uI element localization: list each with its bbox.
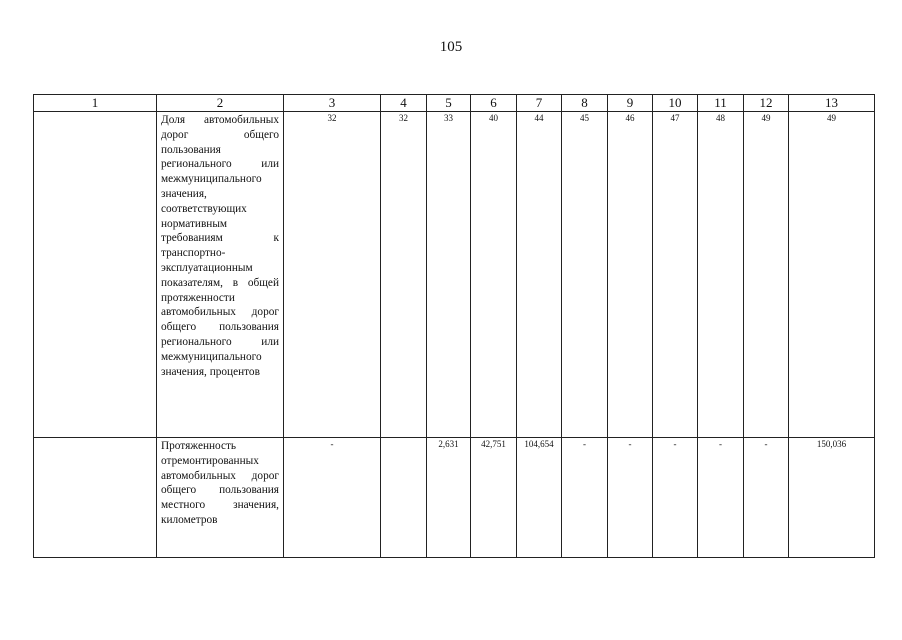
value-cell: 45 (562, 112, 608, 438)
value-cell: 42,751 (471, 438, 517, 558)
header-cell: 3 (284, 95, 381, 112)
value-cell: 48 (698, 112, 744, 438)
value-cell: 40 (471, 112, 517, 438)
value-cell: 47 (653, 112, 698, 438)
header-cell: 5 (427, 95, 471, 112)
value-cell: 49 (744, 112, 789, 438)
value-cell: 44 (517, 112, 562, 438)
header-cell: 9 (608, 95, 653, 112)
header-cell: 4 (381, 95, 427, 112)
value-cell: - (608, 438, 653, 558)
header-cell: 11 (698, 95, 744, 112)
header-row (34, 95, 875, 112)
indicator-description: Протяженность отремонтированных автомобильных дорог общего пользования местного значения, километров (157, 438, 284, 558)
value-cell: - (284, 438, 381, 558)
page-number: 105 (439, 39, 463, 55)
header-cell: 10 (653, 95, 698, 112)
header-cell: 8 (562, 95, 608, 112)
value-cell: - (744, 438, 789, 558)
value-cell: 150,036 (789, 438, 875, 558)
value-cell: 32 (284, 112, 381, 438)
header-cell: 2 (157, 95, 284, 112)
value-cell: - (653, 438, 698, 558)
header-cell: 1 (34, 95, 157, 112)
header-cell: 7 (517, 95, 562, 112)
value-cell: 49 (789, 112, 875, 438)
row-label-cell (34, 438, 157, 558)
header-cell: 12 (744, 95, 789, 112)
value-cell: 46 (608, 112, 653, 438)
header-cell: 13 (789, 95, 875, 112)
data-table (33, 94, 875, 558)
value-cell: 33 (427, 112, 471, 438)
value-cell: - (562, 438, 608, 558)
header-cell: 6 (471, 95, 517, 112)
table-row (34, 438, 875, 558)
value-cell (381, 438, 427, 558)
value-cell: 32 (381, 112, 427, 438)
indicator-description: Доля автомобильных дорог общего пользования регионального или межмуниципального значения, соответствующих нормативным требованиям к транспортно-эксплуатационным показателям, в общей протяженности автомобильных дорог общего пользования регионального или межмуниципального значения, процентов (157, 112, 284, 438)
table-row (34, 112, 875, 438)
value-cell: 104,654 (517, 438, 562, 558)
value-cell: 2,631 (427, 438, 471, 558)
value-cell: - (698, 438, 744, 558)
row-label-cell (34, 112, 157, 438)
